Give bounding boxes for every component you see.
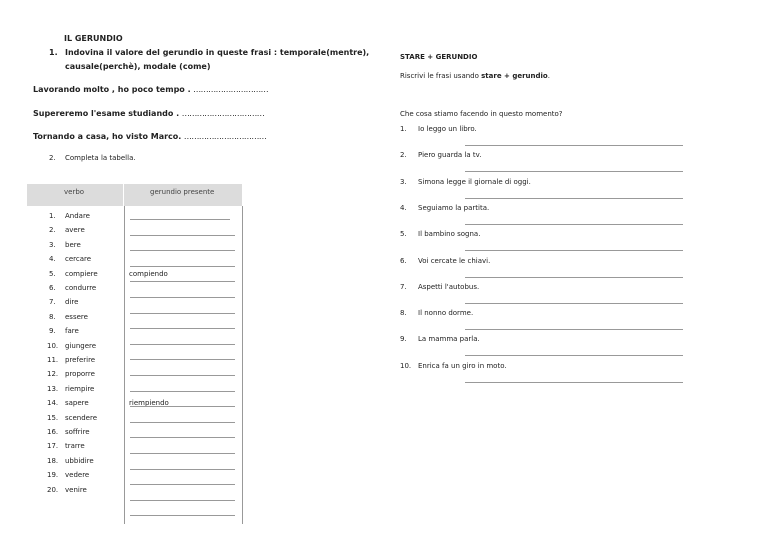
answer-blank-line[interactable] (130, 375, 235, 376)
stare-item-number: 4. (400, 204, 407, 212)
stare-item-text: Il nonno dorme. (418, 309, 474, 317)
row-number: 2. (49, 226, 56, 234)
row-number: 11. (47, 356, 59, 364)
answer-blank-line[interactable] (130, 235, 235, 236)
answer-blank-line[interactable] (130, 469, 235, 470)
header-divider (123, 184, 124, 206)
sentence-3-text: Tornando a casa, ho visto Marco. (33, 132, 182, 141)
verb-cell: condurre (65, 284, 97, 292)
stare-item-text: Piero guarda la tv. (418, 151, 482, 159)
answer-blank-line[interactable] (130, 453, 235, 454)
sentence-1 (33, 85, 268, 94)
sentence-1-blank[interactable]: ………………………… (193, 85, 269, 94)
verb-cell: avere (65, 226, 85, 234)
answer-blank-line[interactable] (130, 422, 235, 423)
sentence-3-blank[interactable]: …………………………… (183, 132, 267, 141)
row-number: 7. (49, 298, 56, 306)
verb-cell: ubbidire (65, 457, 94, 465)
question-2-number: 2. (49, 154, 56, 162)
answer-cell[interactable]: riempiendo (129, 399, 169, 407)
answer-blank-line[interactable] (130, 313, 235, 314)
answer-blank-line[interactable] (130, 484, 235, 485)
answer-blank-line[interactable] (130, 500, 235, 501)
stare-item-text: Simona legge il giornale di oggi. (418, 178, 531, 186)
verb-cell: bere (65, 241, 81, 249)
sentence-2-text: Supereremo l'esame studiando . (33, 109, 180, 118)
verb-cell: scendere (65, 414, 98, 422)
stare-answer-line[interactable] (465, 382, 683, 383)
stare-item-number: 6. (400, 257, 407, 265)
sentence-1-text: Lavorando molto , ho poco tempo . (33, 85, 191, 94)
answer-blank-line[interactable] (130, 406, 235, 407)
answer-blank-line[interactable] (130, 250, 235, 251)
row-number: 3. (49, 241, 56, 249)
table-divider-left (124, 206, 125, 524)
row-number: 18. (47, 457, 59, 465)
answer-blank-line[interactable] (130, 344, 235, 345)
verb-cell: giungere (65, 342, 97, 350)
verb-cell: essere (65, 313, 88, 321)
answer-blank-line[interactable] (130, 328, 235, 329)
row-number: 16. (47, 428, 59, 436)
stare-answer-line[interactable] (465, 277, 683, 278)
stare-item-text: Aspetti l'autobus. (418, 283, 480, 291)
row-number: 8. (49, 313, 56, 321)
verb-cell: Andare (65, 212, 90, 220)
stare-item-number: 8. (400, 309, 407, 317)
stare-item-number: 10. (400, 362, 412, 370)
exercise-title: IL GERUNDIO (64, 34, 123, 43)
stare-answer-line[interactable] (465, 198, 683, 199)
stare-item-text: Il bambino sogna. (418, 230, 481, 238)
question-1-number: 1. (49, 48, 58, 57)
verb-cell: fare (65, 327, 79, 335)
verb-cell: cercare (65, 255, 92, 263)
stare-item-number: 2. (400, 151, 407, 159)
table-header-gerundio: gerundio presente (150, 188, 215, 196)
stare-answer-line[interactable] (465, 329, 683, 330)
answer-blank-line[interactable] (130, 281, 235, 282)
verb-cell: soffrire (65, 428, 90, 436)
row-number: 20. (47, 486, 59, 494)
stare-item-number: 9. (400, 335, 407, 343)
instruction-bold: stare + gerundio (481, 72, 548, 80)
stare-answer-line[interactable] (465, 250, 683, 251)
stare-item-text: Seguiamo la partita. (418, 204, 490, 212)
verb-cell: proporre (65, 370, 95, 378)
verb-cell: riempire (65, 385, 95, 393)
sentence-2 (33, 109, 264, 118)
answer-blank-line[interactable] (130, 437, 235, 438)
stare-answer-line[interactable] (465, 224, 683, 225)
question-text: Che cosa stiamo facendo in questo momento? (400, 110, 563, 118)
row-number: 17. (47, 442, 59, 450)
table-divider-right (242, 206, 243, 524)
stare-item-text: Io leggo un libro. (418, 125, 477, 133)
stare-item-text: La mamma parla. (418, 335, 480, 343)
answer-blank-line[interactable] (130, 359, 235, 360)
row-number: 14. (47, 399, 59, 407)
verb-cell: trarre (65, 442, 85, 450)
verb-cell: compiere (65, 270, 98, 278)
stare-item-number: 5. (400, 230, 407, 238)
verb-cell: venire (65, 486, 87, 494)
stare-item-number: 3. (400, 178, 407, 186)
answer-blank-line[interactable] (130, 297, 235, 298)
instruction (400, 72, 550, 80)
row-number: 4. (49, 255, 56, 263)
answer-blank-line[interactable] (130, 391, 235, 392)
verb-cell: vedere (65, 471, 90, 479)
stare-item-number: 7. (400, 283, 407, 291)
row-number: 9. (49, 327, 56, 335)
answer-blank-line[interactable] (130, 515, 235, 516)
stare-answer-line[interactable] (465, 355, 683, 356)
answer-cell[interactable]: compiendo (129, 270, 168, 278)
question-2-text: Completa la tabella. (65, 154, 136, 162)
question-1-text-line2: causale(perchè), modale (come) (65, 62, 211, 71)
row-number: 12. (47, 370, 59, 378)
sentence-3 (33, 132, 266, 141)
stare-item-text: Enrica fa un giro in moto. (418, 362, 507, 370)
stare-answer-line[interactable] (465, 303, 683, 304)
question-1-text-line1: Indovina il valore del gerundio in queste frasi : temporale(mentre), (65, 48, 370, 57)
stare-answer-line[interactable] (465, 171, 683, 172)
row-number: 13. (47, 385, 59, 393)
stare-answer-line[interactable] (465, 145, 683, 146)
row-number: 5. (49, 270, 56, 278)
answer-blank-line[interactable] (130, 266, 235, 267)
verb-cell: dire (65, 298, 79, 306)
answer-blank-line[interactable] (130, 219, 230, 220)
row-number: 1. (49, 212, 56, 220)
sentence-2-blank[interactable]: …………………………… (181, 109, 265, 118)
instruction-prefix: Riscrivi le frasi usando (400, 72, 482, 80)
stare-title: STARE + GERUNDIO (400, 53, 478, 61)
stare-item-number: 1. (400, 125, 407, 133)
row-number: 6. (49, 284, 56, 292)
verb-cell: preferire (65, 356, 96, 364)
row-number: 15. (47, 414, 59, 422)
row-number: 10. (47, 342, 59, 350)
instruction-suffix: . (547, 72, 550, 80)
row-number: 19. (47, 471, 59, 479)
table-header-verbo: verbo (64, 188, 85, 196)
stare-item-text: Voi cercate le chiavi. (418, 257, 491, 265)
verb-cell: sapere (65, 399, 89, 407)
